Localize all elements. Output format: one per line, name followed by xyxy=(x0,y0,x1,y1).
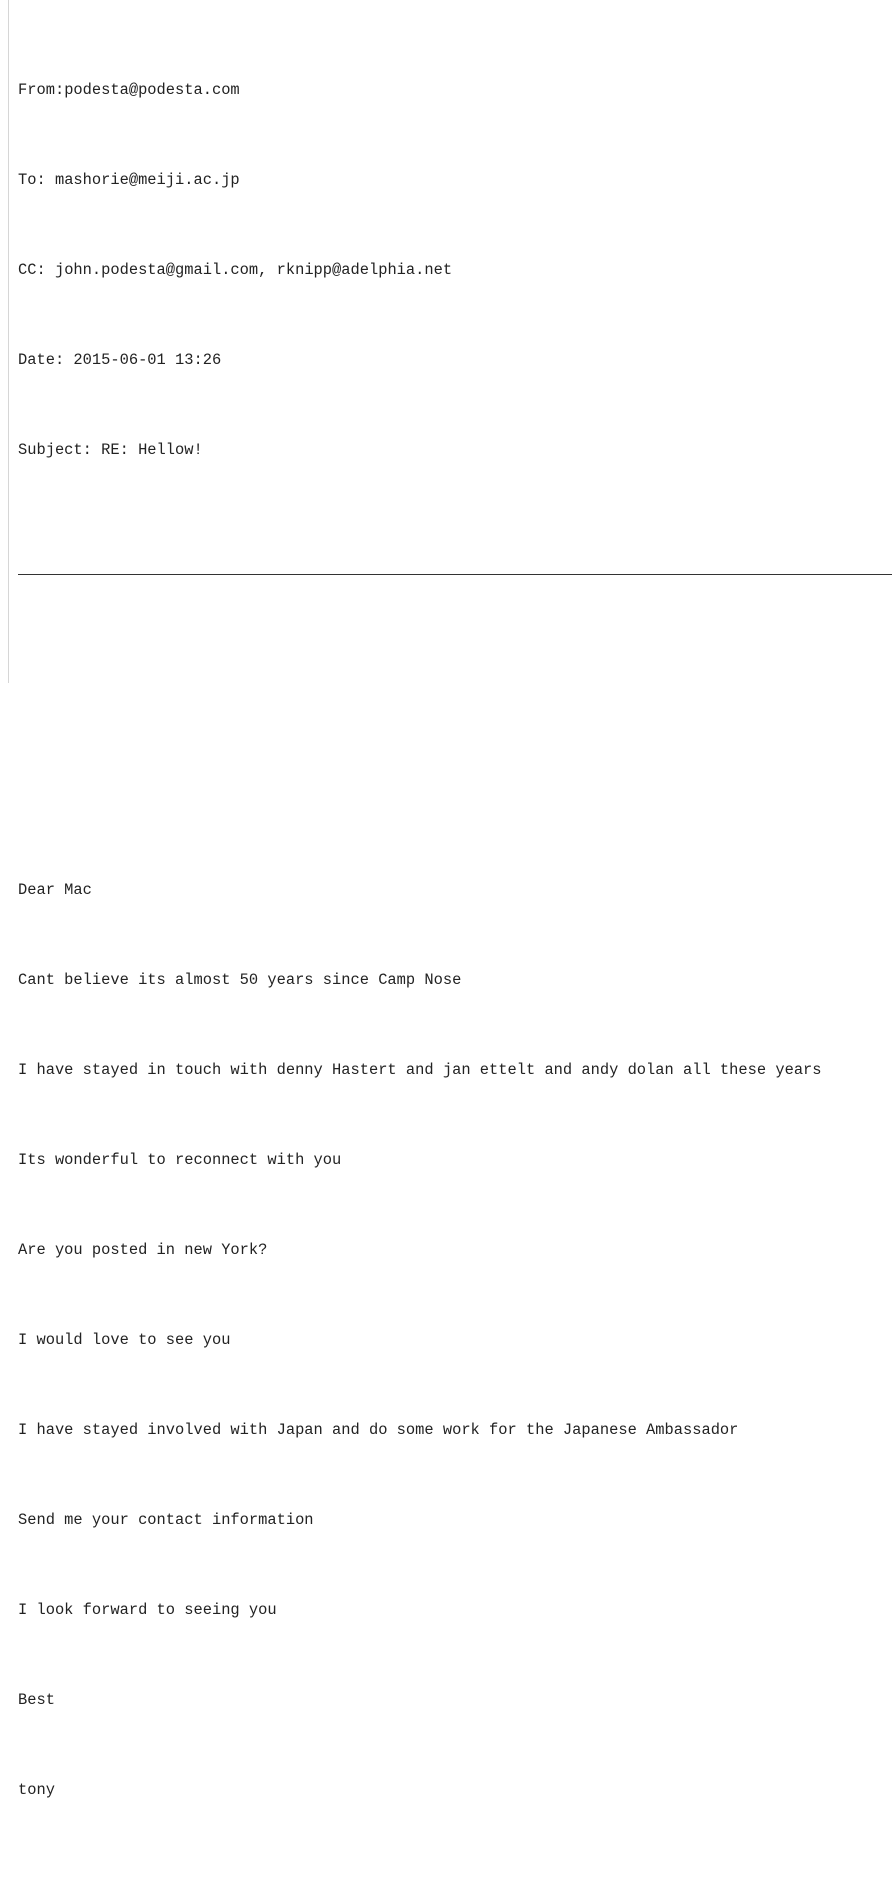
body-line: I look forward to seeing you xyxy=(18,1601,277,1619)
from-label: From: xyxy=(18,81,65,99)
body-line: I would love to see you xyxy=(18,1331,231,1349)
to-line xyxy=(18,165,892,195)
subject-value: RE: Hellow! xyxy=(101,441,203,459)
date-line xyxy=(18,345,892,375)
cc-addresses: john.podesta@gmail.com, rknipp@adelphia.net xyxy=(54,261,453,279)
body-line: I have stayed involved with Japan and do some work for the Japanese Ambassador xyxy=(18,1421,739,1439)
subject-line xyxy=(18,435,892,465)
email-view xyxy=(18,15,892,1895)
email-body xyxy=(18,815,892,1865)
date-label: Date: xyxy=(18,351,74,369)
body-line: Best xyxy=(18,1691,55,1709)
to-label: To: xyxy=(18,171,55,189)
body-line: Cant believe its almost 50 years since Camp Nose xyxy=(18,971,462,989)
to-address: mashorie@meiji.ac.jp xyxy=(54,171,240,189)
subject-label: Subject: xyxy=(18,441,102,459)
date-value: 2015-06-01 13:26 xyxy=(73,351,222,369)
body-line: Its wonderful to reconnect with you xyxy=(18,1151,342,1169)
cc-label: CC: xyxy=(18,261,55,279)
left-border xyxy=(8,0,9,683)
from-line xyxy=(18,75,892,105)
body-line: Dear Mac xyxy=(18,881,92,899)
header-divider xyxy=(18,574,892,575)
body-line: Send me your contact information xyxy=(18,1511,314,1529)
body-line: Are you posted in new York? xyxy=(18,1241,268,1259)
body-line: tony xyxy=(18,1781,55,1799)
cc-line xyxy=(18,255,892,285)
from-address: podesta@podesta.com xyxy=(64,81,240,99)
body-line: I have stayed in touch with denny Hastert and jan ettelt and andy dolan all these years xyxy=(18,1061,822,1079)
